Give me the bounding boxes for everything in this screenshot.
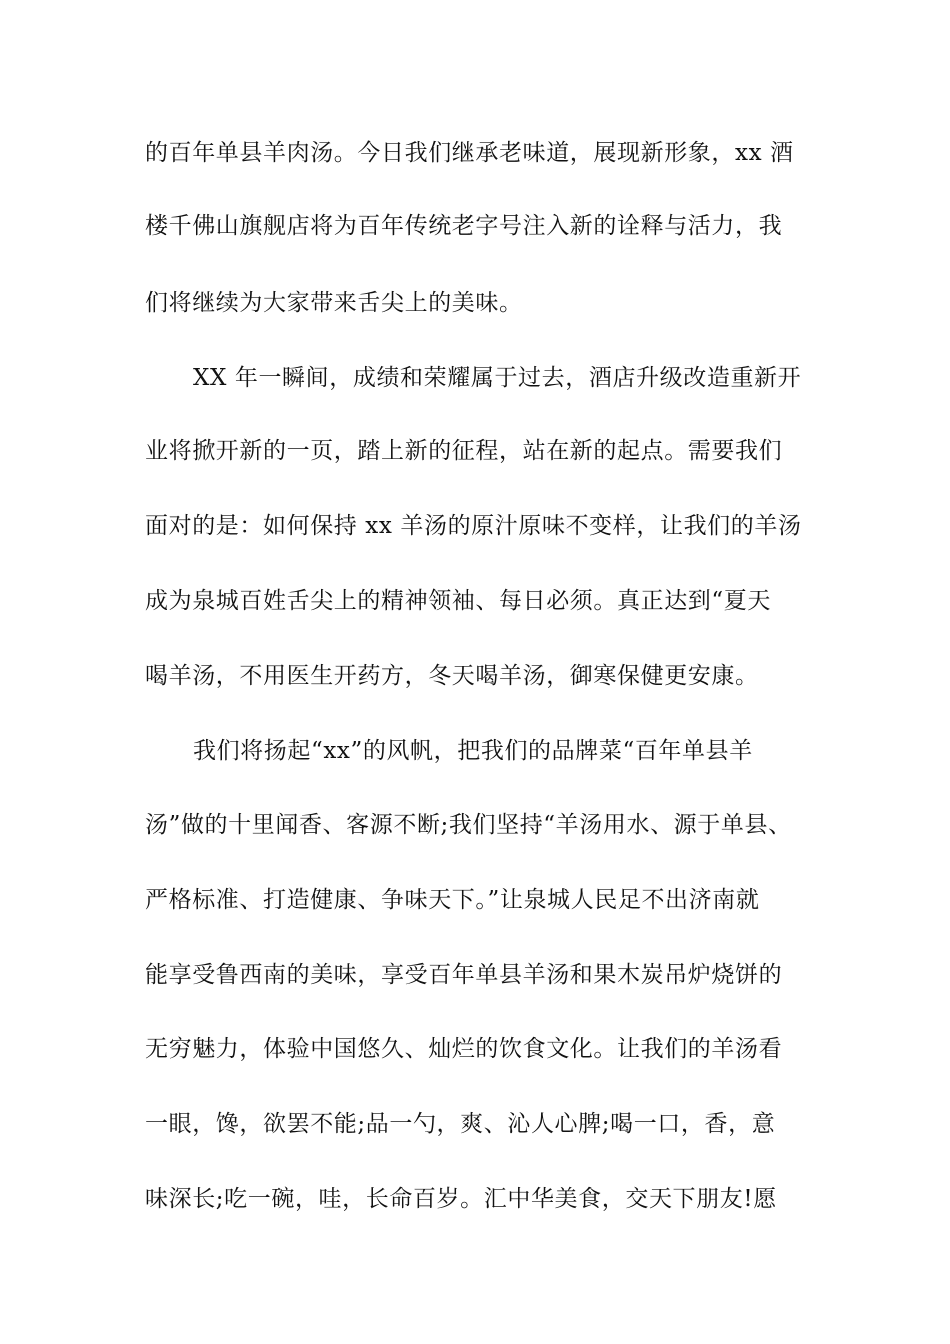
paragraph-3-line-1: 我们将扬起“xx”的风帆，把我们的品牌菜“百年单县羊 [193, 738, 753, 764]
paragraph-1-line-1: 的百年单县羊肉汤。今日我们继承老味道，展现新形象，xx 酒 [145, 140, 794, 166]
paragraph-3-line-3: 严格标准、打造健康、争味天下。”让泉城人民足不出济南就 [145, 887, 760, 913]
paragraph-3-line-2: 汤”做的十里闻香、客源不断;我们坚持“羊汤用水、源于单县、 [145, 812, 792, 838]
paragraph-2-line-1: XX 年一瞬间，成绩和荣耀属于过去，酒店升级改造重新开 [193, 365, 802, 391]
paragraph-3-line-5: 无穷魅力，体验中国悠久、灿烂的饮食文化。让我们的羊汤看 [145, 1036, 783, 1062]
paragraph-2-line-3: 面对的是：如何保持 xx 羊汤的原汁原味不变样，让我们的羊汤 [145, 513, 802, 539]
paragraph-3-line-7: 味深长;吃一碗，哇，长命百岁。汇中华美食，交天下朋友!愿 [145, 1186, 777, 1212]
paragraph-3-line-4: 能享受鲁西南的美味，享受百年单县羊汤和果木炭吊炉烧饼的 [145, 962, 783, 988]
paragraph-2-line-2: 业将掀开新的一页，踏上新的征程，站在新的起点。需要我们 [145, 438, 783, 464]
paragraph-3-line-6: 一眼，馋，欲罢不能;品一勺，爽、沁人心脾;喝一口，香，意 [145, 1111, 776, 1137]
paragraph-1-line-3: 们将继续为大家带来舌尖上的美味。 [145, 290, 523, 316]
paragraph-1-line-2: 楼千佛山旗舰店将为百年传统老字号注入新的诠释与活力，我 [145, 213, 783, 239]
paragraph-2-line-4: 成为泉城百姓舌尖上的精神领袖、每日必须。真正达到“夏天 [145, 588, 771, 614]
paragraph-2-line-5: 喝羊汤，不用医生开药方，冬天喝羊汤，御寒保健更安康。 [145, 663, 759, 689]
